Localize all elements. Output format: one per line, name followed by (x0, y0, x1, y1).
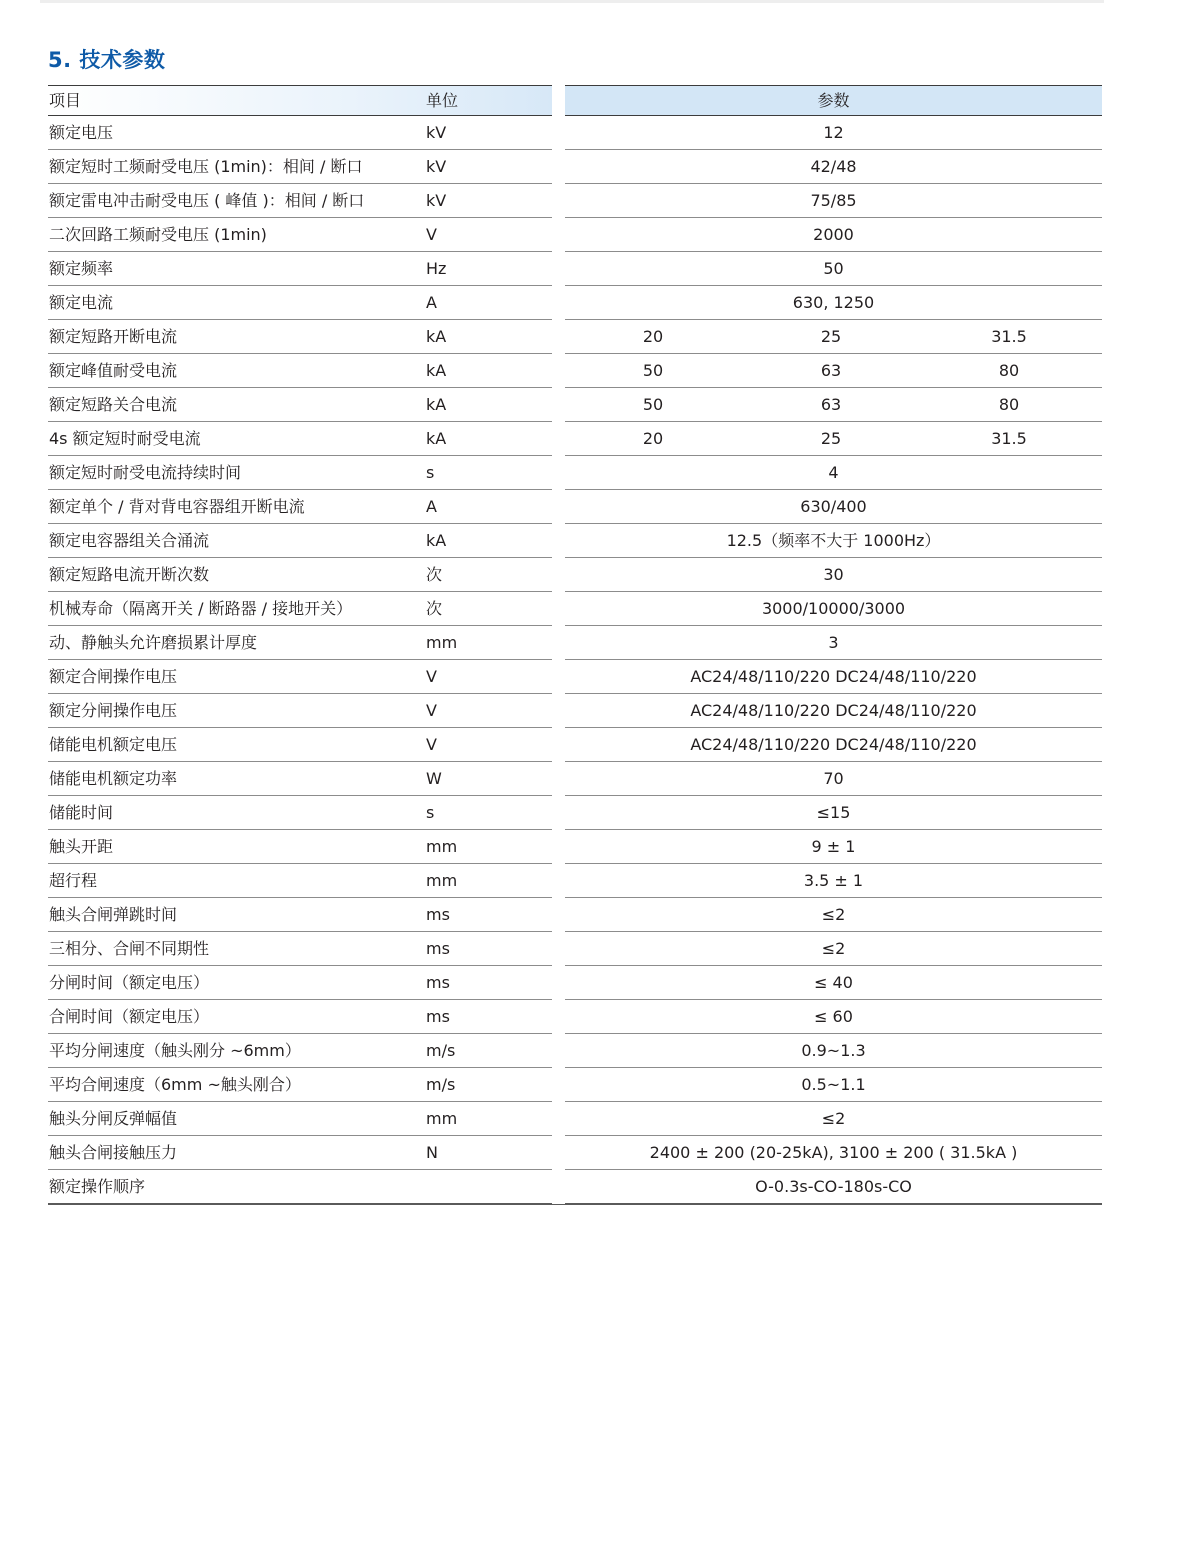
row-item: 额定短时工频耐受电压 (1min)：相间 / 断口 (49, 157, 363, 176)
column-gap (552, 931, 565, 966)
tech-params-table (48, 85, 1102, 1205)
row-param: 70 (823, 769, 844, 788)
header-unit: 单位 (426, 91, 459, 110)
row-param-2: 25 (820, 327, 842, 346)
row-param: 3 (828, 633, 839, 652)
row-item: 机械寿命（隔离开关 / 断路器 / 接地开关） (49, 599, 353, 618)
table-row (48, 592, 1102, 626)
row-param: O-0.3s-CO-180s-CO (755, 1177, 912, 1196)
row-item: 4s 额定短时耐受电流 (49, 429, 201, 448)
row-item: 平均合闸速度（6mm ~触头刚合） (49, 1075, 301, 1094)
row-param: 0.9~1.3 (801, 1041, 866, 1060)
table-row (48, 184, 1102, 218)
row-param: ≤ 40 (814, 973, 853, 992)
row-param: 30 (823, 565, 844, 584)
row-param: 9 ± 1 (811, 837, 856, 856)
row-param-3: 31.5 (991, 327, 1027, 346)
row-unit: kA (426, 361, 447, 380)
row-param-1: 50 (642, 395, 664, 414)
table-row (48, 388, 1102, 422)
header-param: 参数 (817, 91, 850, 110)
column-gap (552, 1135, 565, 1170)
row-item: 额定频率 (49, 259, 114, 278)
row-unit: V (426, 667, 437, 686)
column-gap (552, 795, 565, 830)
row-param-1: 20 (642, 429, 664, 448)
row-item: 额定电流 (49, 293, 114, 312)
table-row (48, 1000, 1102, 1034)
row-param: ≤2 (821, 1109, 846, 1128)
row-unit: V (426, 225, 437, 244)
row-param: ≤2 (821, 905, 846, 924)
row-item: 分闸时间（额定电压） (49, 973, 210, 992)
row-item: 动、静触头允许磨损累计厚度 (49, 633, 258, 652)
row-param-2: 63 (820, 395, 842, 414)
table-row (48, 1136, 1102, 1170)
column-gap (552, 659, 565, 694)
column-gap (552, 217, 565, 252)
table-row (48, 1034, 1102, 1068)
table-row (48, 286, 1102, 320)
row-item: 触头合闸接触压力 (49, 1143, 178, 1162)
row-unit: W (426, 769, 442, 788)
row-unit: mm (426, 871, 458, 890)
row-item: 额定电容器组关合涌流 (49, 531, 210, 550)
column-gap (552, 897, 565, 932)
row-param: 75/85 (810, 191, 857, 210)
column-gap (552, 183, 565, 218)
table-row (48, 320, 1102, 354)
column-gap (552, 455, 565, 490)
row-param: 12 (823, 123, 844, 142)
row-unit: ms (426, 1007, 450, 1026)
row-unit: m/s (426, 1075, 456, 1094)
table-row (48, 694, 1102, 728)
row-item: 触头合闸弹跳时间 (49, 905, 178, 924)
row-item: 额定单个 / 背对背电容器组开断电流 (49, 497, 305, 516)
column-gap (552, 149, 565, 184)
row-param: 0.5~1.1 (801, 1075, 866, 1094)
column-gap (552, 523, 565, 558)
row-param: ≤15 (816, 803, 851, 822)
row-param: 4 (828, 463, 839, 482)
table-row (48, 898, 1102, 932)
row-item: 额定电压 (49, 123, 114, 142)
row-param: 12.5（频率不大于 1000Hz） (726, 531, 941, 550)
table-row (48, 762, 1102, 796)
row-unit: A (426, 497, 437, 516)
table-row (48, 490, 1102, 524)
table-row (48, 354, 1102, 388)
table-header (48, 85, 1102, 116)
table-row (48, 524, 1102, 558)
column-gap (552, 693, 565, 728)
row-unit: Hz (426, 259, 447, 278)
row-param: AC24/48/110/220 DC24/48/110/220 (690, 667, 977, 686)
row-item: 触头分闸反弹幅值 (49, 1109, 178, 1128)
row-item: 合闸时间（额定电压） (49, 1007, 210, 1026)
row-unit: V (426, 701, 437, 720)
table-body (48, 116, 1102, 1205)
table-row (48, 116, 1102, 150)
column-gap (552, 557, 565, 592)
row-param: AC24/48/110/220 DC24/48/110/220 (690, 701, 977, 720)
column-gap (552, 761, 565, 796)
row-param: 2400 ± 200 (20-25kA), 3100 ± 200 ( 31.5kA ) (649, 1143, 1018, 1162)
row-param-3: 80 (998, 361, 1020, 380)
row-unit: N (426, 1143, 438, 1162)
row-param: 42/48 (810, 157, 857, 176)
row-item: 额定分闸操作电压 (49, 701, 178, 720)
row-unit: kV (426, 157, 447, 176)
row-item: 储能电机额定功率 (49, 769, 178, 788)
row-param: 630/400 (800, 497, 867, 516)
row-param-2: 25 (820, 429, 842, 448)
table-row (48, 830, 1102, 864)
column-gap (552, 625, 565, 660)
row-unit: ms (426, 905, 450, 924)
row-param-1: 50 (642, 361, 664, 380)
column-gap (552, 251, 565, 286)
column-gap (552, 863, 565, 898)
table-row (48, 796, 1102, 830)
table-row (48, 150, 1102, 184)
row-param: AC24/48/110/220 DC24/48/110/220 (690, 735, 977, 754)
row-item: 平均分闸速度（触头刚分 ~6mm） (49, 1041, 301, 1060)
row-unit: mm (426, 837, 458, 856)
header-item: 项目 (49, 91, 82, 110)
table-row (48, 1102, 1102, 1136)
row-param: 3.5 ± 1 (803, 871, 864, 890)
row-item: 额定雷电冲击耐受电压 ( 峰值 )：相间 / 断口 (49, 191, 365, 210)
table-row (48, 218, 1102, 252)
row-param: ≤ 60 (814, 1007, 853, 1026)
row-unit: mm (426, 1109, 458, 1128)
row-item: 超行程 (49, 871, 98, 890)
column-gap (552, 387, 565, 422)
row-item: 储能时间 (49, 803, 114, 822)
column-gap (552, 1033, 565, 1068)
column-gap (552, 421, 565, 456)
table-row (48, 966, 1102, 1000)
row-unit: kA (426, 429, 447, 448)
row-unit: 次 (426, 565, 443, 584)
table-row (48, 932, 1102, 966)
section-title: 5. 技术参数 (48, 48, 166, 72)
row-param: ≤2 (821, 939, 846, 958)
column-gap (552, 1101, 565, 1136)
row-item: 触头开距 (49, 837, 114, 856)
table-row (48, 660, 1102, 694)
column-gap (552, 353, 565, 388)
table-row (48, 252, 1102, 286)
table-row (48, 422, 1102, 456)
column-gap (552, 591, 565, 626)
row-unit: s (426, 463, 435, 482)
column-gap (552, 727, 565, 762)
row-param-3: 80 (998, 395, 1020, 414)
row-param-1: 20 (642, 327, 664, 346)
table-row (48, 626, 1102, 660)
column-gap (552, 1067, 565, 1102)
column-gap (552, 489, 565, 524)
row-param: 50 (823, 259, 844, 278)
row-unit: kA (426, 395, 447, 414)
row-unit: A (426, 293, 437, 312)
row-item: 三相分、合闸不同期性 (49, 939, 210, 958)
column-gap (552, 999, 565, 1034)
row-unit: ms (426, 939, 450, 958)
row-unit: mm (426, 633, 458, 652)
top-divider (40, 0, 1104, 3)
row-item: 额定短路开断电流 (49, 327, 178, 346)
row-unit: kV (426, 123, 447, 142)
column-gap (552, 319, 565, 354)
row-item: 额定峰值耐受电流 (49, 361, 178, 380)
row-item: 额定合闸操作电压 (49, 667, 178, 686)
row-unit: kA (426, 531, 447, 550)
row-unit: kA (426, 327, 447, 346)
table-row (48, 864, 1102, 898)
row-param: 3000/10000/3000 (761, 599, 906, 618)
column-gap (552, 1169, 565, 1204)
row-param: 630, 1250 (792, 293, 875, 312)
column-gap (552, 285, 565, 320)
row-unit: m/s (426, 1041, 456, 1060)
row-unit: V (426, 735, 437, 754)
table-row (48, 728, 1102, 762)
column-gap (552, 965, 565, 1000)
row-item: 额定短时耐受电流持续时间 (49, 463, 242, 482)
row-unit: 次 (426, 599, 443, 618)
row-item: 额定短路电流开断次数 (49, 565, 210, 584)
row-param-3: 31.5 (991, 429, 1027, 448)
table-row (48, 456, 1102, 490)
row-item: 额定操作顺序 (49, 1177, 146, 1196)
column-gap (552, 829, 565, 864)
table-row (48, 558, 1102, 592)
header-left-band (48, 85, 552, 116)
table-row (48, 1068, 1102, 1102)
row-item: 储能电机额定电压 (49, 735, 178, 754)
row-unit: s (426, 803, 435, 822)
row-param: 2000 (813, 225, 854, 244)
column-gap (552, 115, 565, 150)
row-unit: ms (426, 973, 450, 992)
row-item: 二次回路工频耐受电压 (1min) (49, 225, 267, 244)
row-param-2: 63 (820, 361, 842, 380)
table-row (48, 1170, 1102, 1205)
row-item: 额定短路关合电流 (49, 395, 178, 414)
row-unit: kV (426, 191, 447, 210)
